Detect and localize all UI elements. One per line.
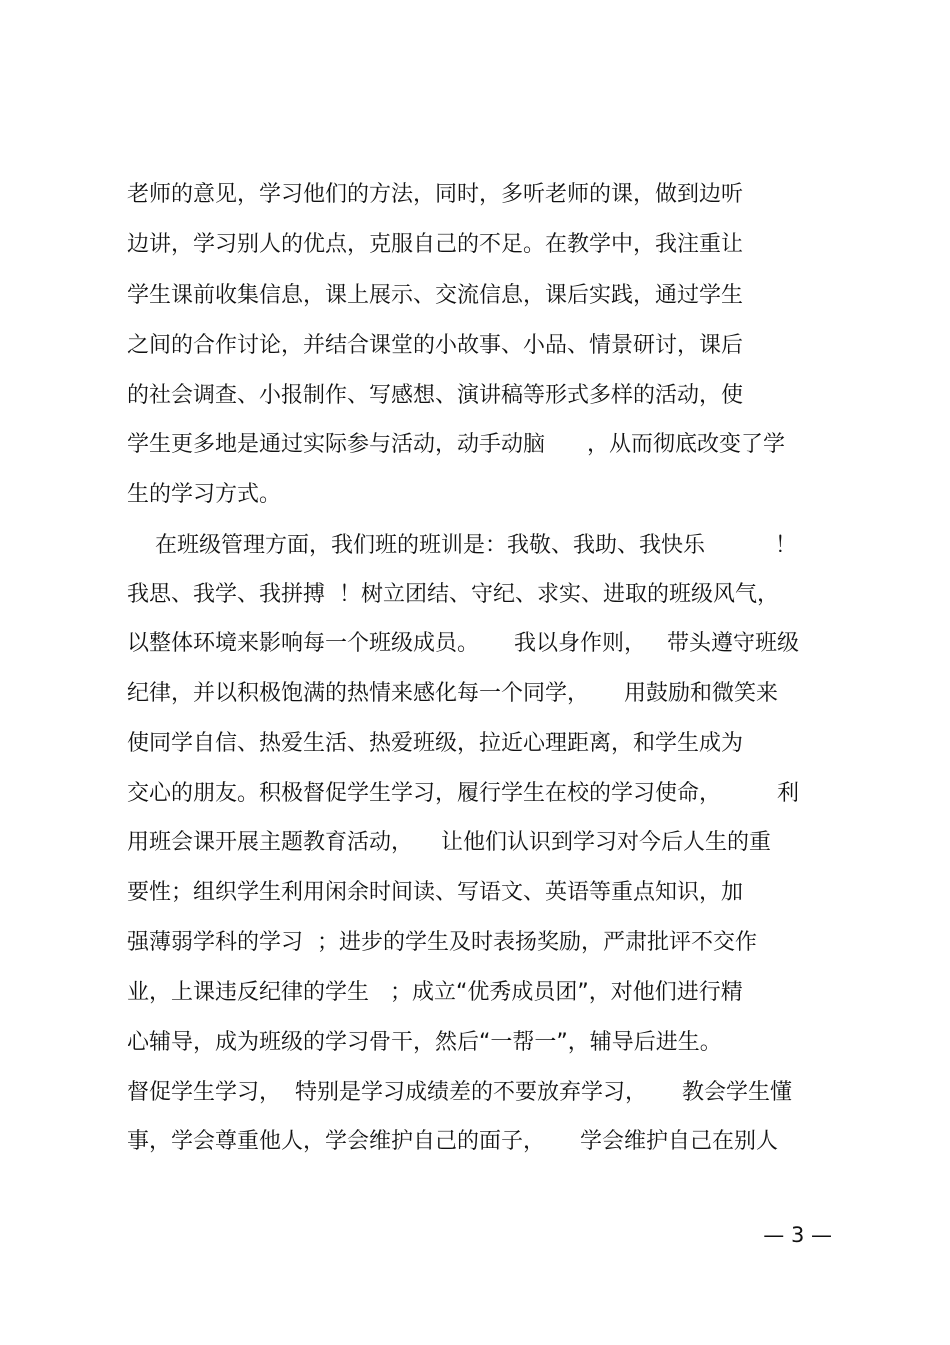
text-line-20: 事，学会尊重他人，学会维护自己的面子， 学会维护自己在别人 — [127, 1129, 778, 1154]
page-number: — 3 — — [763, 1223, 832, 1247]
text-line-2: 边讲，学习别人的优点，克服自己的不足。在教学中，我注重让 — [127, 232, 744, 257]
text-line-1: 老师的意见，学习他们的方法，同时，多听老师的课，做到边听 — [127, 182, 744, 207]
text-line-10: 以整体环境来影响每一个班级成员。 我以身作则， 带头遵守班级 — [127, 631, 799, 656]
text-line-14: 用班会课开展主题教育活动， 让他们认识到学习对今后人生的重 — [127, 830, 771, 855]
text-line-13: 交心的朋友。积极督促学生学习，履行学生在校的学习使命， 利 — [127, 781, 799, 806]
text-line-5: 的社会调查、小报制作、写感想、演讲稿等形式多样的活动，使 — [127, 383, 744, 408]
text-line-15: 要性；组织学生利用闲余时间读、写语文、英语等重点知识，加 — [127, 880, 744, 905]
text-line-9: 我思、我学、我拼搏 ！树立团结、守纪、求实、进取的班级风气， — [127, 582, 779, 607]
text-line-11: 纪律，并以积极饱满的热情来感化每一个同学， 用鼓励和微笑来 — [127, 681, 778, 706]
text-line-17: 业，上课违反纪律的学生 ；成立“优秀成员团”，对他们进行精 — [127, 980, 743, 1005]
text-line-12: 使同学自信、热爱生活、热爱班级，拉近心理距离，和学生成为 — [127, 731, 744, 756]
text-line-3: 学生课前收集信息，课上展示、交流信息，课后实践，通过学生 — [127, 283, 744, 308]
text-line-19: 督促学生学习， 特别是学习成绩差的不要放弃学习， 教会学生懂 — [127, 1080, 792, 1105]
paragraph-class-management-start: 在班级管理方面，我们班的班训是：我敬、我助、我快乐 ！ — [127, 533, 797, 558]
text-line-4: 之间的合作讨论，并结合课堂的小故事、小品、情景研讨，课后 — [127, 333, 744, 358]
text-line-18: 心辅导，成为班级的学习骨干，然后“一帮一”，辅导后进生。 — [127, 1030, 722, 1055]
text-line-6: 学生更多地是通过实际参与活动，动手动脑 ，从而彻底改变了学 — [127, 432, 785, 457]
text-line-16: 强薄弱学科的学习 ；进步的学生及时表扬奖励，严肃批评不交作 — [127, 930, 757, 955]
text-line-7: 生的学习方式。 — [127, 482, 282, 507]
